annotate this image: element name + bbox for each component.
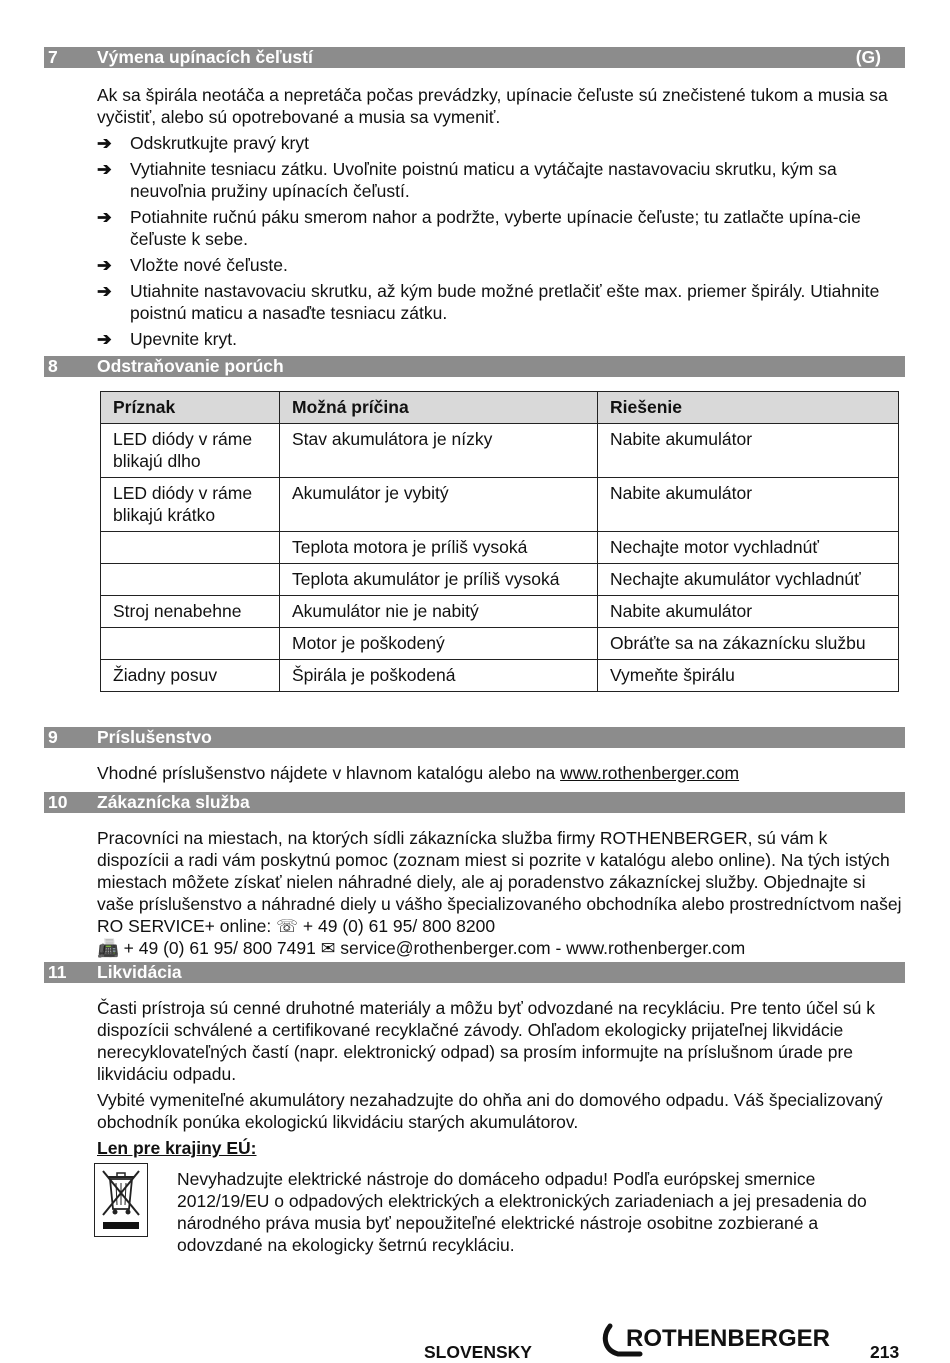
- table-cell: Teplota akumulátor je príliš vysoká: [280, 564, 598, 596]
- section-title: Odstraňovanie porúch: [97, 356, 284, 376]
- list-item: ➔ Odskrutkujte pravý kryt: [97, 133, 309, 153]
- table-cell: [101, 564, 280, 596]
- table-cell: Nabite akumulátor: [598, 596, 899, 628]
- brand-name: ROTHENBERGER: [626, 1325, 831, 1352]
- table-cell: Nabite akumulátor: [598, 478, 899, 532]
- eu-heading: Len pre krajiny EÚ:: [97, 1138, 257, 1158]
- table-cell: LED diódy v ráme blikajú dlho: [101, 424, 280, 478]
- section-9-header: [44, 727, 905, 748]
- list-item: ➔ Utiahnite nastavovaciu skrutku, až kým bude možné pretlačiť ešte max. priemer špirály. Utiahnite poistnú maticu a nasaďte tesniacu zátku.: [97, 281, 880, 323]
- table-cell: Vymeňte špirálu: [598, 660, 899, 692]
- arrow-right-icon: ➔: [97, 281, 112, 301]
- table-cell: Nabite akumulátor: [598, 424, 899, 478]
- table-row: [101, 564, 899, 596]
- table-cell: Špirála je poškodená: [280, 660, 598, 692]
- table-header-row: [101, 392, 899, 424]
- section-number: 9: [48, 727, 58, 747]
- figure-reference: (G): [855, 47, 881, 67]
- table-cell: [101, 628, 280, 660]
- section-number: 7: [48, 47, 58, 67]
- phone-number: + 49 (0) 61 95/ 800 8200: [302, 916, 496, 936]
- rothenberger-logo: [600, 1320, 850, 1358]
- customer-service-text: Pracovníci na miestach, na ktorých sídli zákaznícka služba firmy ROTHENBERGER, sú vám k dispozícii a radi vám poskytnú pomoc (zoznam miest si pozrite v katalógu alebo online). Na tých istých miestach môžete získať nielen náhradné diely, ale aj poradenstvo zákazníckej služby. Objednajte si vaše príslušenstvo a náhradné diely u vášho špecializovaného obchodníka alebo prostredníctvom našej RO SERVICE+ online: ☏ + 49 (0) 61 95/ 800 8200: [97, 828, 902, 936]
- table-cell: Nechajte motor vychladnúť: [598, 532, 899, 564]
- list-item: ➔ Upevnite kryt.: [97, 329, 237, 349]
- eu-disposal-text: Nevyhadzujte elektrické nástroje do domáceho odpadu! Podľa európskej smernice 2012/19/EU o odpadových elektrických a elektronických zariadeniach a jej presadenia do národného práva musia byť nepoužiteľné elektrické nástroje osobitne zozbierané a odovzdané na ekologicky šetrnú recykláciu.: [177, 1169, 867, 1255]
- page-number: 213: [870, 1342, 900, 1362]
- crossed-bin-icon: [94, 1163, 148, 1237]
- table-cell: Motor je poškodený: [280, 628, 598, 660]
- list-item: ➔ Potiahnite ručnú páku smerom nahor a podržte, vyberte upínacie čeľuste; tu zatlačte upína-cie čeľuste k sebe.: [97, 207, 861, 249]
- arrow-right-icon: ➔: [97, 159, 112, 179]
- section-10-body: [97, 827, 902, 959]
- table-cell: LED diódy v ráme blikajú krátko: [101, 478, 280, 532]
- accessories-text: Vhodné príslušenstvo nájdete v hlavnom katalógu alebo na www.rothenberger.com: [97, 763, 740, 783]
- arrow-right-icon: ➔: [97, 133, 112, 153]
- table-cell: Teplota motora je príliš vysoká: [280, 532, 598, 564]
- table-cell: Akumulátor je vybitý: [280, 478, 598, 532]
- table-row: [101, 660, 899, 692]
- section-8-header: [44, 356, 905, 377]
- arrow-right-icon: ➔: [97, 255, 112, 275]
- section-7-header: [44, 47, 905, 68]
- table-cell: Nechajte akumulátor vychladnúť: [598, 564, 899, 596]
- table-cell: Akumulátor nie je nabitý: [280, 596, 598, 628]
- rothenberger-website-link[interactable]: www.rothenberger.com: [560, 763, 740, 783]
- section-11-body: [97, 997, 902, 1159]
- section-10-header: [44, 792, 905, 813]
- section-7-body: [97, 84, 902, 350]
- disposal-paragraph-2: Vybité vymeniteľné akumulátory nezahadzujte do ohňa ani do domového odpadu. Váš špecializovaný obchodník ponúka ekologickú likvidáciu starých akumulátorov.: [97, 1090, 883, 1132]
- arrow-right-icon: ➔: [97, 329, 112, 349]
- table-row: [101, 424, 899, 478]
- section-title: Príslušenstvo: [97, 727, 212, 747]
- section-title: Zákaznícka služba: [97, 792, 250, 812]
- column-header-cause: Možná príčina: [280, 392, 598, 424]
- column-header-solution: Riešenie: [598, 392, 899, 424]
- list-item: ➔ Vložte nové čeľuste.: [97, 255, 288, 275]
- email-address: service@rothenberger.com - www.rothenberger.com: [340, 938, 746, 958]
- table-cell: Obráťte sa na zákaznícku službu: [598, 628, 899, 660]
- table-row: [101, 478, 899, 532]
- section-title: Výmena upínacích čeľustí: [97, 47, 313, 67]
- table-row: [101, 532, 899, 564]
- table-cell: Stav akumulátora je nízky: [280, 424, 598, 478]
- fax-number: + 49 (0) 61 95/ 800 7491: [123, 938, 316, 958]
- section-9-body: [97, 762, 902, 784]
- table-row: [101, 628, 899, 660]
- section-number: 8: [48, 356, 58, 376]
- contact-line: [97, 937, 902, 959]
- section-7-intro: Ak sa špirála neotáča a nepretáča počas prevádzky, upínacie čeľuste sú znečistené tukom a musia sa vyčistiť, alebo sú opotrebované a musia sa vymeniť.: [97, 85, 888, 127]
- table-cell: [101, 532, 280, 564]
- section-title: Likvidácia: [97, 962, 182, 982]
- arrow-right-icon: ➔: [97, 207, 112, 227]
- table-row: [101, 596, 899, 628]
- step-list: [97, 132, 902, 350]
- list-item: ➔ Vytiahnite tesniacu zátku. Uvoľnite poistnú maticu a vytáčajte nastavovaciu skrutku, kým sa neuvoľnia pružiny upínacích čeľustí.: [97, 159, 837, 201]
- footer-language: SLOVENSKY: [424, 1342, 532, 1362]
- fax-icon: 📠: [97, 938, 119, 958]
- column-header-symptom: Príznak: [101, 392, 280, 424]
- table-cell: Žiadny posuv: [101, 660, 280, 692]
- section-number: 10: [48, 792, 68, 812]
- section-11-header: [44, 962, 905, 983]
- troubleshooting-table: [100, 391, 899, 692]
- envelope-icon: ✉: [320, 938, 336, 958]
- section-number: 11: [48, 962, 67, 982]
- table-cell: Stroj nenabehne: [101, 596, 280, 628]
- disposal-paragraph-1: Časti prístroja sú cenné druhotné materiály a môžu byť odvozdané na recykláciu. Pre tento účel sú k dispozícii schválené a certifikované recyklačné závody. Ohľadom ekologicky prijateľnej likvidácie nerecyklovateľných častí (napr. elektronický odpad) sa prosím informujte na príslušnom úrade pre likvidáciu odpadu.: [97, 998, 875, 1084]
- phone-icon: ☏: [276, 916, 299, 936]
